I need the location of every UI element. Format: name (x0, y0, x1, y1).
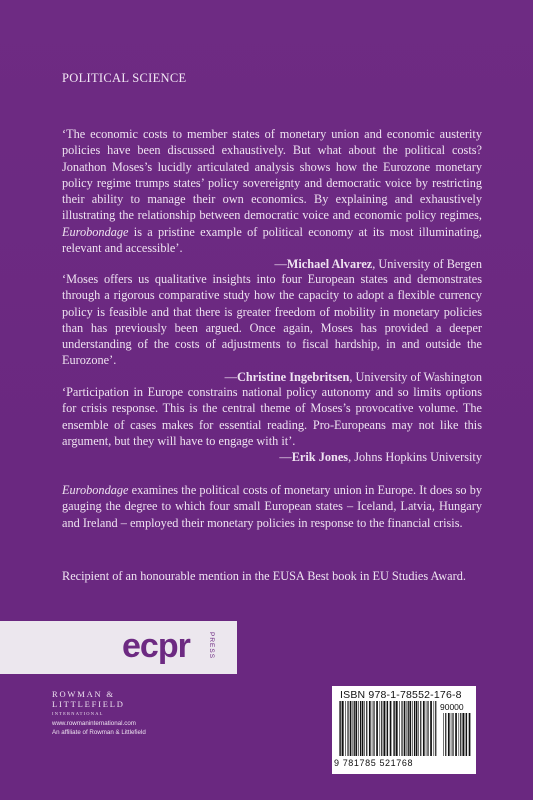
barcode-bar (414, 701, 415, 756)
publisher-info (52, 719, 146, 737)
barcode-bar (448, 713, 450, 756)
ean-number: 9 781785 521768 (334, 758, 414, 768)
barcode-bar (342, 701, 344, 756)
barcode-bar (350, 701, 352, 756)
barcode-bar (358, 701, 359, 756)
barcode-bar (430, 701, 432, 756)
price-code: 90000 (440, 702, 464, 712)
barcode-bar (394, 701, 395, 756)
ecpr-logo: ecpr (122, 627, 190, 665)
quote-attribution: —Erik Jones, Johns Hopkins University (279, 450, 482, 465)
review-quote-2 (62, 271, 482, 385)
review-quote-3 (62, 384, 482, 465)
barcode-bar (401, 701, 402, 756)
publisher-affiliate: An affiliate of Rowman & Littlefield (52, 729, 146, 736)
category-label: POLITICAL SCIENCE (62, 71, 187, 85)
barcode-bar (366, 701, 367, 756)
barcode-bar (412, 701, 413, 756)
quote-text: ‘Moses offers us qualitative insights into four European states and demonstrates through a rigorous comparative study how the capacity to adopt a flexible currency policy is feasible and that there is greater freedom of mobility in monetary policies than has previously been argued. Once again, Moses has provided a deeper understanding of the costs of adjustments to fiscal hardship, in and outside the Eurozone’. (62, 272, 482, 368)
barcode-bar (383, 701, 385, 756)
barcode-bar (380, 701, 381, 756)
barcode-icon (338, 701, 438, 756)
ecpr-press-label: PRESS (208, 632, 215, 660)
barcode-bar (469, 713, 471, 756)
barcode-bar (353, 701, 354, 756)
quote-author: Michael Alvarez (286, 257, 373, 272)
barcode-bar (407, 701, 408, 756)
barcode-bar (396, 701, 398, 756)
barcode-bar (451, 713, 452, 756)
barcode-bar (452, 713, 453, 756)
barcode-bar (462, 713, 464, 756)
ecpr-logo-panel (0, 621, 237, 674)
barcode-bar (372, 701, 373, 756)
quote-text-after: is a pristine example of political economy at its most illuminating, relevant and accessible’. (62, 224, 482, 256)
barcode-bar (434, 701, 435, 756)
barcode-bar (387, 701, 388, 756)
barcode-bar (386, 701, 387, 756)
quote-affiliation: , Johns Hopkins University (348, 450, 482, 465)
barcode-panel (332, 686, 476, 774)
description-text: examines the political costs of monetary union in Europe. It does so by gauging the degree to which four small European states – Iceland, Latvia, Hungary and Ireland – employed their monetary policies in response to the financial crisis. (62, 483, 482, 530)
barcode-bar (418, 701, 419, 756)
award-note: Recipient of an honourable mention in the EUSA Best book in EU Studies Award. (62, 569, 466, 583)
barcode-bar (426, 701, 427, 756)
barcode-bar (390, 701, 392, 756)
barcode-bar (435, 701, 436, 756)
barcode-bar (345, 701, 346, 756)
barcode-bar (369, 701, 371, 756)
barcode-bar (427, 701, 428, 756)
barcode-bar (381, 701, 382, 756)
quote-text: ‘Participation in Europe constrains national policy autonomy and so limits options for crisis response. This is the central theme of Moses’s provocative volume. The ensemble of cases makes for essential reading. Pro-Europeans may not like this argument, but they will have to engage with it’. (62, 385, 482, 448)
quote-author: Christine Ingebritsen (236, 369, 350, 384)
barcode-bar (459, 713, 460, 756)
barcode-bar (443, 713, 444, 756)
barcode-bar (373, 701, 374, 756)
barcode-bar (460, 713, 461, 756)
barcode-addon-icon (442, 713, 472, 756)
book-description (62, 482, 482, 531)
barcode-bar (416, 701, 418, 756)
barcode-bar (355, 701, 357, 756)
barcode-bar (340, 701, 341, 756)
barcode-bar (466, 713, 467, 756)
barcode-bar (465, 713, 466, 756)
quote-affiliation: , University of Washington (349, 369, 482, 384)
quote-text: ‘The economic costs to member states of monetary union and economic austerity policies have been discussed exhaustively. But what about the political costs? Jonathon Moses’s lucidly articulated analysis shows how the Eurozone monetary policy regime trumps states’ policy sovereignty and democratic voice by restricting their ability to manage their own economics. By explaining and exhaustively illustrating the relationship between democratic voice and economic policy regimes, (62, 127, 482, 223)
barcode-bar (404, 701, 406, 756)
barcode-bar (423, 701, 425, 756)
barcode-bar (347, 701, 348, 756)
barcode-bar (354, 701, 355, 756)
barcode-bar (409, 701, 411, 756)
quote-affiliation: , University of Bergen (372, 257, 482, 272)
barcode-bar (393, 701, 394, 756)
review-quote-1 (62, 126, 482, 273)
quote-author: Erik Jones (291, 450, 349, 465)
quote-attribution: —Christine Ingebritsen, University of Washington (224, 369, 482, 384)
quote-attribution: —Michael Alvarez, University of Bergen (274, 257, 482, 272)
barcode-bar (408, 701, 409, 756)
barcode-bar (339, 701, 340, 756)
publisher-logo: ROWMAN & LITTLEFIELD INTERNATIONAL (52, 689, 125, 716)
barcode-bar (360, 701, 361, 756)
book-title-italic: Eurobondage (62, 224, 129, 239)
isbn-label: ISBN 978-1-78552-176-8 (340, 689, 462, 701)
publisher-website: www.rowmaninternational.com (52, 720, 136, 727)
barcode-bar (364, 701, 365, 756)
barcode-bar (445, 713, 446, 756)
barcode-bar (420, 701, 421, 756)
barcode-bar (455, 713, 457, 756)
barcode-bar (376, 701, 378, 756)
book-title-italic: Eurobondage (62, 483, 129, 497)
barcode-bar (362, 701, 364, 756)
barcode-bar (399, 701, 400, 756)
